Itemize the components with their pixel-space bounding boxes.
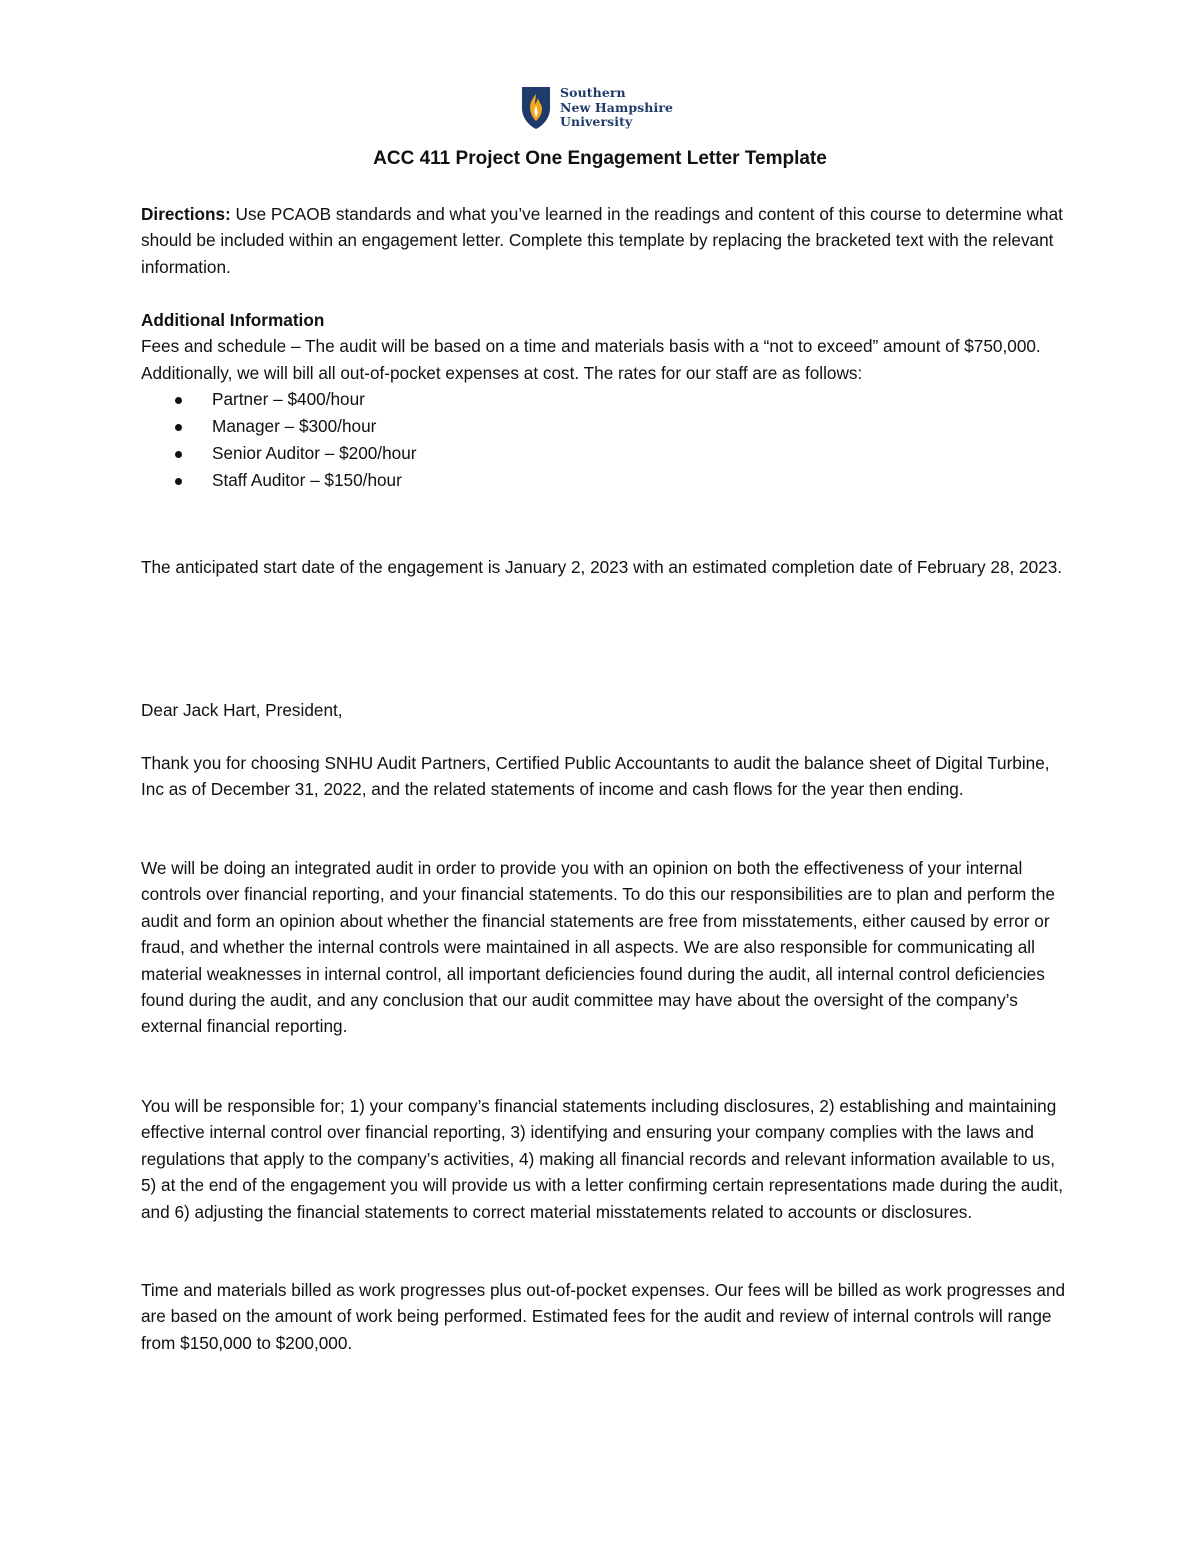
letter-paragraph-3: You will be responsible for; 1) your company’s financial statements including disclosures, 2) establishing and maintaining effective internal control over financial reporting, 3) identifying and ensuring your company complies with the laws and regulations that apply to the company’s activities, 4) making all financial records and relevant information available to us, 5) at the end of the engagement you will provide us with a letter confirming certain representations made during the audit, and 6) adjusting the financial statements to correct material misstatements related to accounts or disclosures. [141,1096,1063,1222]
document-title: ACC 411 Project One Engagement Letter Template [373,148,827,169]
rate-text: Partner – $400/hour [212,389,365,410]
directions-paragraph [141,201,1066,280]
schedule-paragraph: The anticipated start date of the engagement is January 2, 2023 with an estimated completion date of February 28, 2023. [141,557,1063,577]
letter-paragraph-1: Thank you for choosing SNHU Audit Partners, Certified Public Accountants to audit the balance sheet of Digital Turbine, Inc as of December 31, 2022, and the related statements of income and cash flows for the year then ending. [141,753,1050,800]
shield-flame-icon [521,86,551,130]
rate-text: Senior Auditor – $200/hour [212,443,417,464]
bullet-icon [175,397,182,404]
logo-line-3: University [560,114,633,130]
rate-list-item [141,386,1066,413]
rate-text: Staff Auditor – $150/hour [212,470,402,491]
rate-list-item [141,413,1066,440]
logo-line-2: New Hampshire [560,99,674,115]
bullet-icon [175,424,182,431]
bullet-icon [175,478,182,485]
letter-paragraph-2: We will be doing an integrated audit in order to provide you with an opinion on both the effectiveness of your internal controls over financial reporting, and your financial statements. To do this our responsibilities are to plan and perform the audit and form an opinion about whether the financial statements are free from misstatements, either caused by error or fraud, and whether the internal controls were maintained in all aspects. We are also responsible for communicating all material weaknesses in internal control, all important deficiencies found during the audit, all internal control deficiencies found during the audit, and any conclusion that our audit committee may have about the oversight of the company’s external financial reporting. [141,858,1055,1037]
university-logo [521,84,691,132]
letter-salutation: Dear Jack Hart, President, [141,700,343,720]
additional-information-section [141,307,1066,494]
letter-paragraph-4: Time and materials billed as work progresses plus out-of-pocket expenses. Our fees will be billed as work progresses and are based on the amount of work being performed. Estimated fees for the audit and review of internal controls will range from $150,000 to $200,000. [141,1280,1066,1353]
directions-text: Use PCAOB standards and what you’ve learned in the readings and content of this course to determine what should be included within an engagement letter. Complete this template by replacing the bracketed text with the relevant information. [141,204,1063,277]
rate-list-item [141,440,1066,467]
rate-list-item [141,467,1066,494]
bullet-icon [175,451,182,458]
additional-information-heading: Additional Information [141,310,325,330]
fees-schedule-text: Fees and schedule – The audit will be based on a time and materials basis with a “not to exceed” amount of $750,000. Additionally, we will bill all out-of-pocket expenses at cost. The rates for our staff are as follows: [141,336,1041,383]
staff-rates-list [141,386,1066,494]
rate-text: Manager – $300/hour [212,416,377,437]
directions-label: Directions: [141,204,231,224]
logo-line-1: Southern [560,85,626,101]
university-wordmark [560,86,673,130]
